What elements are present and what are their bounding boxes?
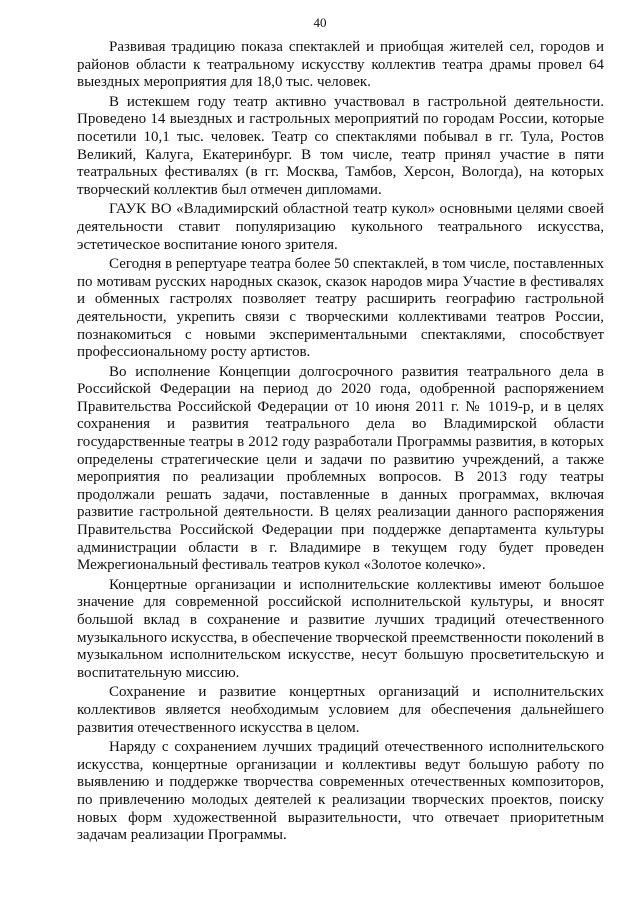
- paragraph-theater-development-concept: Во исполнение Концепции долгосрочного развития театрального дела в Российской Федерации на период до 2020 года, одобренной распоряжением Правительства Российской Федерации от 10 июня 2011 г. № 1019-р, и в целях сохранения и развития театрального дела во Владимирской области государственные театры в 2012 году разработали Программы развития, в которых определены стратегические цели и задачи по развитию учреждений, а также мероприятия по реализации проблемных вопросов. В 2013 году театры продолжали решать задачи, поставленные в данных программах, включая развитие гастрольной деятельности. В целях реализации данного распоряжения Правительства Российской Федерации при поддержке департамента культуры администрации области в г. Владимире в текущем году будет проведен Межрегиональный фестиваль театров кукол «Золотое колечко».: [77, 363, 604, 574]
- paragraph-touring-activity: В истекшем году театр активно участвовал в гастрольной деятельности. Проведено 14 выездных и гастрольных мероприятий по городам России, которые посетили 10,1 тыс. человек. Театр со спектаклями побывал в гг. Тула, Ростов Великий, Калуга, Екатеринбург. В том числе, театр принял участие в пяти театральных фестивалях (в гг. Москва, Тамбов, Херсон, Вологда), на которых творческий коллектив был отмечен дипломами.: [77, 93, 604, 198]
- paragraph-concert-organizations: Концертные организации и исполнительские коллективы имеют большое значение для современной российской исполнительской культуры, и вносят большой вклад в сохранение и развитие лучших традиций отечественного музыкального искусства, в обеспечение творческой преемственности поколений в музыкальном исполнительском искусстве, несут большую просветительскую и воспитательную миссию.: [77, 576, 604, 681]
- paragraph-puppet-theater-goals: ГАУК ВО «Владимирский областной театр кукол» основными целями своей деятельности ставит популяризацию кукольного театрального искусства, эстетическое воспитание юного зрителя.: [77, 201, 604, 253]
- paragraph-drama-theater-tours: Развивая традицию показа спектаклей и приобщая жителей сел, городов и районов области к театральному искусству коллектив театра драмы провел 64 выездных мероприятия для 18,0 тыс. человек.: [77, 39, 604, 91]
- paragraph-support-composers: Наряду с сохранением лучших традиций отечественного исполнительского искусства, концертные организации и коллективы ведут большую работу по выявлению и поддержке творчества современных отечественных композиторов, по привлечению молодых деятелей к реализации творческих проектов, поиску новых форм художественной выразительности, что отвечает приоритетным задачам реализации Программы.: [77, 739, 604, 844]
- document-body: [77, 39, 604, 847]
- page-number: 40: [313, 15, 327, 30]
- paragraph-puppet-theater-repertoire: Сегодня в репертуаре театра более 50 спектаклей, в том числе, поставленных по мотивам русских народных сказок, сказок народов мира Участие в фестивалях и обменных гастролях позволяет театру расширить географию гастрольной деятельности, укрепить связи с творческими коллективами театров России, познакомиться с новыми экспериментальными спектаклями, способствует профессиональному росту артистов.: [77, 256, 604, 361]
- paragraph-preservation-development: Сохранение и развитие концертных организаций и исполнительских коллективов является необходимым условием для обеспечения дальнейшего развития отечественного искусства в целом.: [77, 684, 604, 736]
